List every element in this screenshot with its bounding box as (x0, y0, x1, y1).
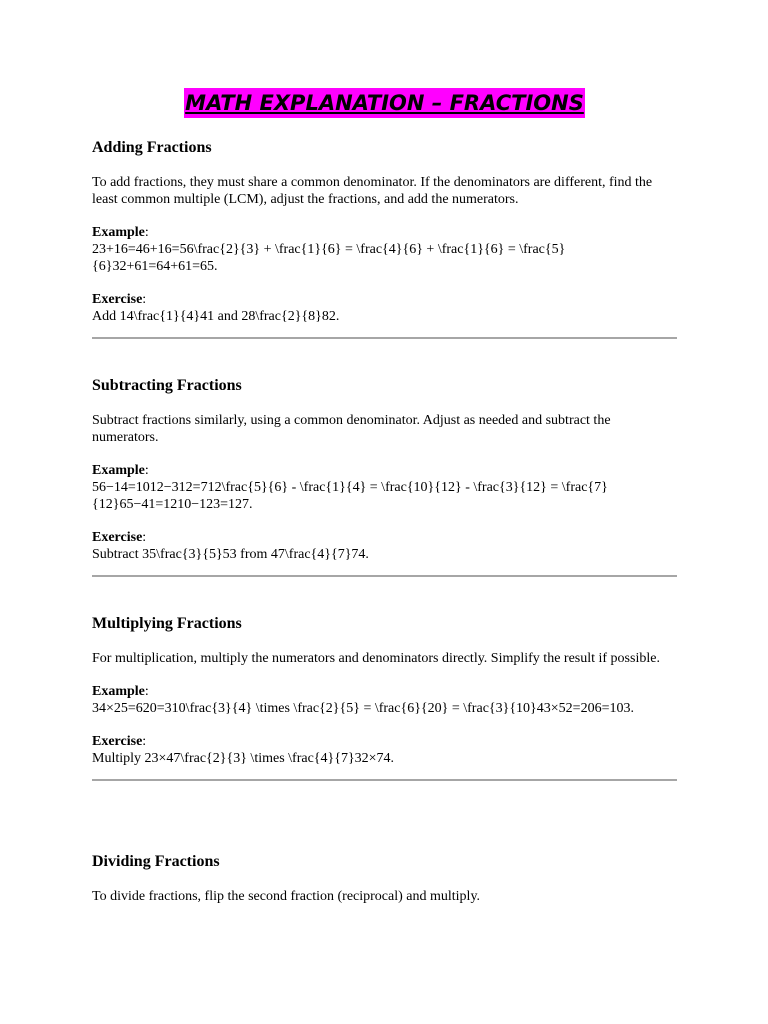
section-intro: To divide fractions, flip the second fraction (reciprocal) and multiply. (92, 889, 481, 904)
example-label: Example (92, 684, 145, 699)
section-adding-fractions (92, 138, 677, 339)
exercise-paragraph: Exercise: (92, 734, 147, 749)
example-label: Example (92, 463, 145, 478)
horizontal-rule (92, 337, 677, 339)
example-text: 34×25=620=310\frac{3}{4} \times \frac{2}{5} = \frac{6}{20} = \frac{3}{10}43×52=206=103. (92, 701, 634, 716)
horizontal-rule (92, 779, 677, 781)
exercise-paragraph: Exercise: (92, 292, 147, 307)
section-heading: Adding Fractions (92, 139, 212, 156)
example-paragraph: Example: (92, 684, 149, 699)
example-block (92, 224, 677, 275)
page-title: MATH EXPLANATION – FRACTIONS (184, 88, 585, 118)
exercise-block (92, 291, 677, 325)
section-heading: Subtracting Fractions (92, 377, 242, 394)
example-paragraph: Example: (92, 463, 149, 478)
example-block (92, 683, 677, 717)
title-wrapper (92, 88, 677, 120)
exercise-block (92, 733, 677, 767)
exercise-block (92, 529, 677, 563)
example-block (92, 462, 677, 513)
exercise-label: Exercise (92, 530, 143, 545)
document-page (92, 0, 677, 904)
section-subtracting-fractions (92, 376, 677, 577)
exercise-label: Exercise (92, 734, 143, 749)
horizontal-rule (92, 575, 677, 577)
example-label: Example (92, 225, 145, 240)
section-dividing-fractions (92, 852, 677, 905)
section-intro: To add fractions, they must share a common denominator. If the denominators are different, find the least common multiple (LCM), adjust the fractions, and add the numerators. (92, 175, 653, 207)
exercise-text: Add 14\frac{1}{4}41 and 28\frac{2}{8}82. (92, 309, 340, 324)
example-text: 23+16=46+16=56\frac{2}{3} + \frac{1}{6} = \frac{4}{6} + \frac{1}{6} = \frac{5}{6}32+61=64+61=65. (92, 242, 566, 274)
exercise-text: Multiply 23×47\frac{2}{3} \times \frac{4}{7}32×74. (92, 751, 395, 766)
section-intro: Subtract fractions similarly, using a common denominator. Adjust as needed and subtract the numerators. (92, 413, 611, 445)
section-heading: Dividing Fractions (92, 853, 220, 870)
example-text: 56−14=1012−312=712\frac{5}{6} - \frac{1}{4} = \frac{10}{12} - \frac{3}{12} = \frac{7}{12}65−41=1210−123=127. (92, 480, 608, 512)
exercise-label: Exercise (92, 292, 143, 307)
exercise-text: Subtract 35\frac{3}{5}53 from 47\frac{4}{7}74. (92, 547, 369, 562)
section-multiplying-fractions (92, 614, 677, 781)
exercise-paragraph: Exercise: (92, 530, 147, 545)
example-paragraph: Example: (92, 225, 149, 240)
section-heading: Multiplying Fractions (92, 615, 242, 632)
section-intro: For multiplication, multiply the numerators and denominators directly. Simplify the result if possible. (92, 651, 660, 666)
